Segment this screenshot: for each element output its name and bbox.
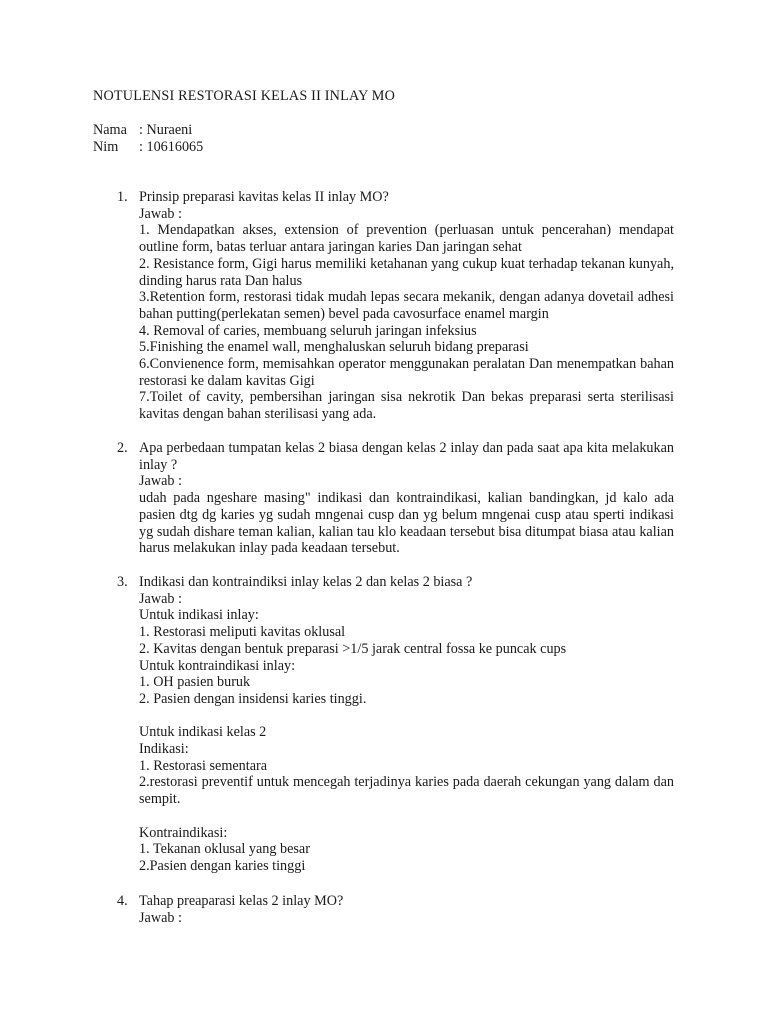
name-row — [93, 122, 192, 139]
answer-line: Indikasi: — [139, 741, 189, 758]
answer-label: Jawab : — [139, 909, 182, 926]
answer-line: 1. Tekanan oklusal yang besar — [139, 841, 310, 858]
nim-value: : 10616065 — [139, 139, 204, 155]
question-text: Tahap preaparasi kelas 2 inlay MO? — [139, 893, 344, 909]
question-body — [139, 893, 674, 926]
question-number: 4. — [117, 893, 128, 909]
answer-line: 6.Convienence form, memisahkan operator menggunakan peralatan Dan menempatkan bahan restorasi ke dalam kavitas Gigi — [139, 356, 674, 389]
answer-line: 2. Resistance form, Gigi harus memiliki ketahanan yang cukup kuat terhadap tekanan kunyah, dinding harus rata Dan halus — [139, 255, 674, 289]
answer-line: 2.restorasi preventif untuk mencegah terjadinya karies pada daerah cekungan yang dalam dan sempit. — [139, 774, 674, 808]
question-text: Prinsip preparasi kavitas kelas II inlay MO? — [139, 189, 389, 205]
document-title: NOTULENSI RESTORASI KELAS II INLAY MO — [93, 88, 396, 104]
question-4 — [117, 893, 674, 926]
nim-label: Nim — [93, 139, 119, 155]
question-body — [139, 574, 674, 875]
question-number: 1. — [117, 189, 128, 205]
question-text: Apa perbedaan tumpatan kelas 2 biasa dengan kelas 2 inlay dan pada saat apa kita melakukan inlay ? — [139, 440, 674, 473]
question-3 — [117, 574, 674, 875]
answer-line: 5.Finishing the enamel wall, menghaluskan seluruh bidang preparasi — [139, 339, 529, 356]
answer-line: 1. Restorasi meliputi kavitas oklusal — [139, 624, 346, 641]
answer-label: Jawab : — [139, 205, 182, 222]
answer-line: udah pada ngeshare masing" indikasi dan kontraindikasi, kalian bandingkan, jd kalo ada pasien dtg dg karies yg sudah mngenai cusp dan yg belum mngenai cusp atau sperti indikasi yg sudah dishare teman kalian, kalian tau klo keadaan tersebut bisa ditumpat biasa atau kalian harus melakukan inlay pada keadaan tersebut. — [139, 490, 674, 557]
name-label: Nama — [93, 122, 127, 138]
answer-line: Untuk kontraindikasi inlay: — [139, 657, 296, 674]
spacer — [139, 808, 674, 825]
question-text: Indikasi dan kontraindiksi inlay kelas 2 dan kelas 2 biasa ? — [139, 574, 473, 590]
answer-line: 3.Retention form, restorasi tidak mudah lepas secara mekanik, dengan adanya dovetail adhesi bahan putting(perlekatan semen) bevel pada cavosurface enamel margin — [139, 289, 674, 322]
spacer — [139, 708, 674, 725]
answer-line: Untuk indikasi kelas 2 — [139, 724, 267, 741]
question-body — [139, 189, 674, 423]
question-number: 2. — [117, 440, 128, 456]
answer-line: 7.Toilet of cavity, pembersihan jaringan sisa nekrotik Dan bekas preparasi serta sterilisasi kavitas dengan bahan sterilisasi yang ada. — [139, 389, 674, 423]
answer-line: Untuk indikasi inlay: — [139, 607, 259, 624]
answer-line: Kontraindikasi: — [139, 824, 228, 841]
answer-line: 4. Removal of caries, membuang seluruh jaringan infeksius — [139, 322, 477, 339]
answer-line: 1. Restorasi sementara — [139, 757, 268, 774]
answer-line: 1. OH pasien buruk — [139, 674, 251, 691]
answer-label: Jawab : — [139, 590, 182, 607]
answer-line: 2. Pasien dengan insidensi karies tinggi. — [139, 690, 367, 707]
answer-line: 2. Kavitas dengan bentuk preparasi >1/5 jarak central fossa ke puncak cups — [139, 640, 567, 657]
question-body — [139, 440, 674, 557]
name-value: : Nuraeni — [139, 122, 193, 138]
answer-line: 1. Mendapatkan akses, extension of prevention (perluasan untuk pencerahan) mendapat outline form, batas terluar antara jaringan karies Dan jaringan sehat — [139, 222, 674, 256]
question-1 — [117, 189, 674, 423]
question-number: 3. — [117, 574, 128, 590]
question-2 — [117, 440, 674, 557]
answer-label: Jawab : — [139, 473, 182, 490]
nim-row — [93, 139, 203, 156]
answer-line: 2.Pasien dengan karies tinggi — [139, 857, 306, 874]
